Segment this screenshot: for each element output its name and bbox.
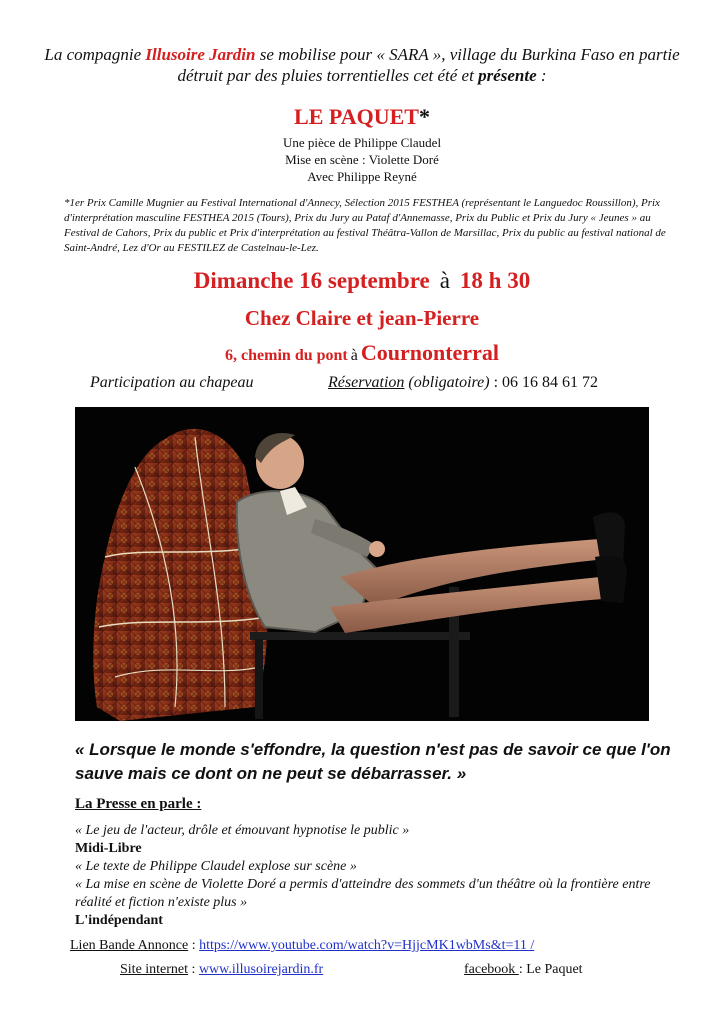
press-source-2: L'indépendant	[75, 913, 163, 928]
event-address	[0, 340, 724, 366]
participation-text: Participation au chapeau	[90, 374, 254, 391]
site-link[interactable]: www.illusoirejardin.fr	[198, 962, 324, 977]
site-label: Site internet	[120, 962, 189, 977]
reservation-phone: : 06 16 84 61 72	[489, 374, 599, 391]
press-heading: La Presse en parle :	[75, 796, 202, 812]
event-date	[0, 268, 724, 294]
reservation-note: (obligatoire)	[404, 374, 490, 391]
event-city: Cournonterral	[360, 340, 499, 365]
trailer-link-row	[70, 938, 534, 954]
play-author: Une pièce de Philippe Claudel	[282, 135, 442, 150]
play-quote: « Lorsque le monde s'effondre, la question n'est pas de savoir ce que l'on sauve mais ce dont on ne peut se débarrasser. »	[75, 740, 671, 783]
play-title-star: *	[418, 104, 430, 129]
press-quote-1: « Le jeu de l'acteur, drôle et émouvant hypnotise le public »	[75, 823, 410, 838]
stage-photo	[75, 407, 649, 721]
trailer-sep: :	[188, 938, 200, 953]
event-day: Dimanche 16 septembre	[193, 268, 430, 293]
event-address-at: à	[350, 347, 358, 364]
play-director: Mise en scène : Violette Doré	[285, 152, 439, 167]
facebook-sep: :	[518, 962, 527, 977]
press-source-1: Midi-Libre	[75, 841, 142, 856]
trailer-label: Lien Bande Annonce	[70, 938, 189, 953]
reservation-info	[328, 374, 598, 392]
intro-presente: présente	[478, 66, 537, 85]
facebook-value: Le Paquet	[526, 962, 583, 977]
play-title-text: LE PAQUET	[294, 104, 419, 129]
event-time: 18 h 30	[459, 268, 531, 293]
play-title	[0, 104, 724, 130]
play-credits	[0, 134, 724, 185]
intro-part-3: :	[536, 66, 547, 85]
event-street: 6, chemin du pont	[225, 347, 348, 364]
event-host: Chez Claire et jean-Pierre	[244, 306, 480, 330]
intro-part-2: se mobilise pour « SARA », village du Burkina Faso en partie détruit par des pluies torrentielles cet été et	[177, 45, 680, 85]
reservation-label: Réservation	[328, 374, 405, 391]
press-quote-3: « La mise en scène de Violette Doré a permis d'atteindre des sommets d'un théâtre où la frontière entre réalité et fiction n'existe plus »	[75, 877, 651, 910]
prizes-footnote: *1er Prix Camille Mugnier au Festival International d'Annecy, Sélection 2015 FESTHEA (représentant le Languedoc Roussillon), Prix d'interprétation masculine FESTHEA 2015 (Tours), Prix du Jury au Pataf d'Annemasse, Prix du Public et Prix du Jury « Jeunes » au Festival de Cahors, Prix du public et Prix d'interprétation au festival Théâtra-Vallon de Marsillac, Prix du public au festival national de Saint-André, Lez d'Or au FESTILEZ de Castelnau-le-Lez.	[64, 197, 666, 254]
intro-text	[40, 44, 684, 86]
facebook-label: facebook	[464, 962, 519, 977]
actor-on-bench-image	[75, 407, 649, 721]
company-name: Illusoire Jardin	[145, 45, 256, 64]
intro-part-1: La compagnie	[44, 45, 146, 64]
site-sep: :	[188, 962, 199, 977]
press-quote-2: « Le texte de Philippe Claudel explose sur scène »	[75, 859, 357, 874]
facebook-row	[464, 962, 583, 978]
press-reviews	[75, 822, 675, 930]
site-link-row	[120, 962, 323, 978]
event-at: à	[439, 268, 450, 293]
trailer-link[interactable]: https://www.youtube.com/watch?v=HjjcMK1wbMs&t=11 /	[199, 938, 535, 953]
play-actor: Avec Philippe Reyné	[307, 169, 417, 184]
